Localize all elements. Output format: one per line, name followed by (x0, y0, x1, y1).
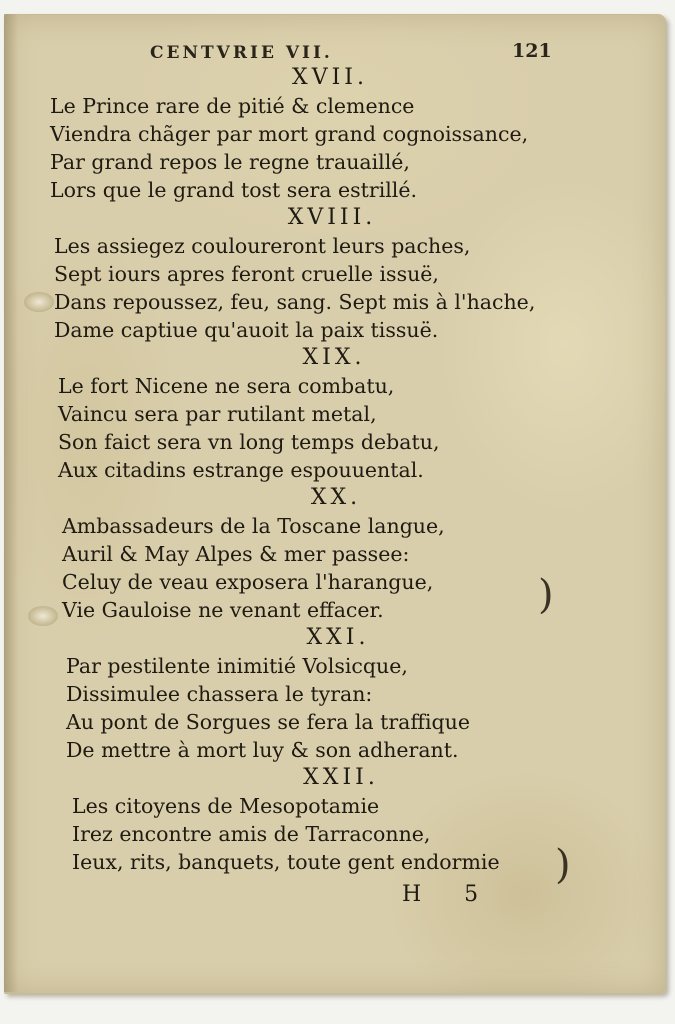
quatrain-number: XXII. (303, 765, 379, 790)
verse-line: Vie Gauloise ne venant effacer. (62, 598, 384, 622)
quatrain-text (50, 64, 570, 876)
verse-line: Lors que le grand tost sera estrillé. (50, 178, 418, 202)
quatrain (50, 204, 570, 344)
verse-line: Ambassadeurs de la Toscane langue, (62, 514, 445, 538)
verse-line: Celuy de veau exposera l'harangue, (62, 570, 434, 594)
verse-line: Par grand repos le regne trauaillé, (50, 150, 410, 174)
page-number: 121 (512, 40, 552, 62)
quatrain-number: XVII. (292, 65, 368, 90)
verse-line: Son faict sera vn long temps debatu, (58, 430, 440, 454)
quatrain-number: XVIII. (287, 205, 377, 230)
signature-mark: H 5 (402, 882, 497, 907)
quatrain-number: XIX. (302, 345, 366, 370)
verse-line: Le Prince rare de pitié & clemence (50, 94, 415, 118)
verse-line: Au pont de Sorgues se fera la traffique (66, 710, 470, 734)
page-gutter-shadow (4, 14, 18, 992)
verse-line: Les assiegez couloureront leurs paches, (54, 234, 471, 258)
quatrain-number: XXI. (306, 625, 370, 650)
quatrain (50, 764, 570, 876)
verse-line: Dame captiue qu'auoit la paix tissuë. (54, 318, 439, 342)
verse-line: Irez encontre amis de Tarraconne, (72, 822, 431, 846)
quatrain (50, 64, 570, 204)
verse-line: Les citoyens de Mesopotamie (72, 794, 380, 818)
quatrain-number: XX. (310, 485, 362, 510)
verse-line: Aux citadins estrange espouuental. (58, 458, 424, 482)
verse-line: Vaincu sera par rutilant metal, (58, 402, 377, 426)
verse-line: Dissimulee chassera le tyran: (66, 682, 373, 706)
running-title: CENTVRIE VII. (150, 43, 333, 63)
verse-line: De mettre à mort luy & son adherant. (66, 738, 459, 762)
verse-line: Viendra chãger par mort grand cognoissance, (50, 122, 529, 146)
verse-line: Par pestilente inimitié Volsicque, (66, 654, 408, 678)
verse-line: Ieux, rits, banquets, toute gent endormie (72, 850, 500, 874)
margin-bracket-mark: ) (538, 572, 554, 618)
quatrain (50, 344, 570, 484)
quatrain (50, 624, 570, 764)
verse-line: Auril & May Alpes & mer passee: (62, 542, 410, 566)
verse-line: Sept iours apres feront cruelle issuë, (54, 262, 439, 286)
quatrain (50, 484, 570, 624)
verse-line: Dans repoussez, feu, sang. Sept mis à l'hache, (54, 290, 536, 314)
margin-bracket-mark: ) (555, 842, 571, 888)
page-header (0, 40, 675, 64)
verse-line: Le fort Nicene ne sera combatu, (58, 374, 395, 398)
